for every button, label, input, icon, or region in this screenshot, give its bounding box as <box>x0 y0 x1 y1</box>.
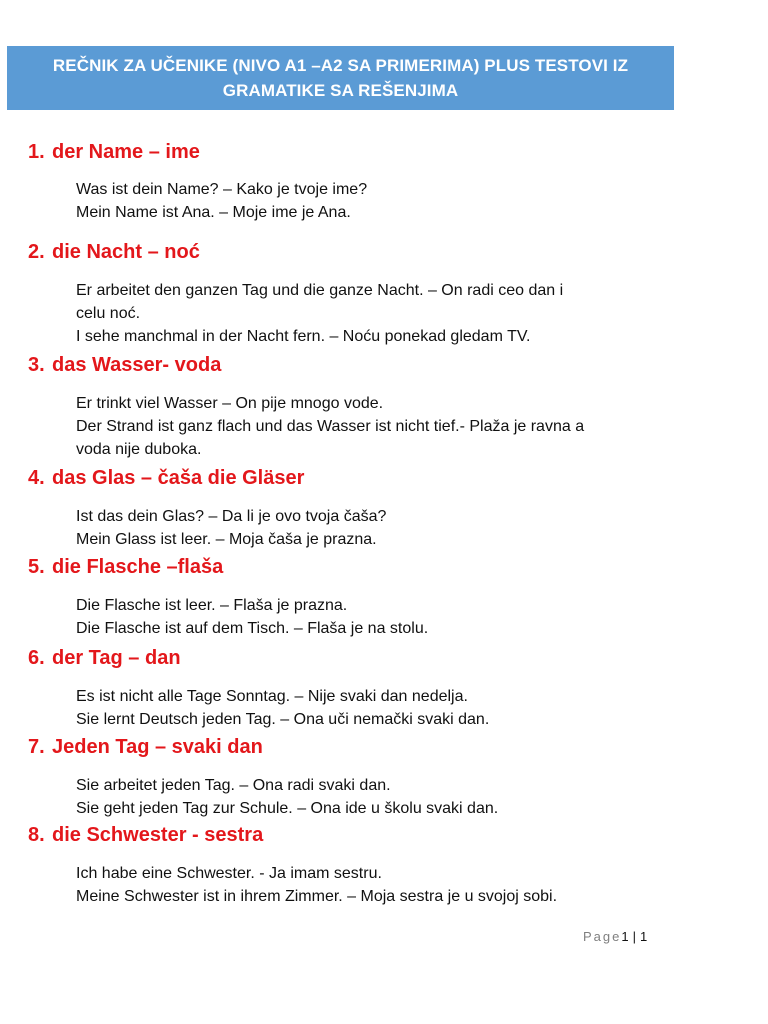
entry-examples <box>76 392 676 461</box>
entry-word: die Flasche –flaša <box>52 556 224 578</box>
entry-heading <box>28 353 221 377</box>
entry-examples <box>76 279 676 348</box>
page-footer <box>583 929 647 944</box>
example-sentence: Die Flasche ist leer. – Flaša je prazna. <box>76 597 348 614</box>
entry-word: die Nacht – noć <box>52 241 200 263</box>
entry-heading <box>28 240 200 264</box>
page-number: 1 <box>621 929 629 944</box>
example-sentence: I sehe manchmal in der Nacht fern. – Noću ponekad gledam TV. <box>76 328 531 345</box>
example-sentence: Es ist nicht alle Tage Sonntag. – Nije svaki dan nedelja. <box>76 688 468 705</box>
example-sentence: Sie arbeitet jeden Tag. – Ona radi svaki dan. <box>76 777 391 794</box>
entry-word: das Wasser- voda <box>52 354 222 376</box>
example-sentence: Der Strand ist ganz flach und das Wasser ist nicht tief.- Plaža je ravna a <box>76 418 585 435</box>
title-line-2: GRAMATIKE SA REŠENJIMA <box>222 81 459 100</box>
entry-word: das Glas – čaša die Gläser <box>52 467 305 489</box>
title-banner <box>7 46 674 110</box>
entry-examples <box>76 505 676 551</box>
entry-number: 1. <box>28 141 45 163</box>
entry-examples <box>76 862 676 908</box>
example-sentence: celu noć. <box>76 305 141 322</box>
entry-word: die Schwester - sestra <box>52 824 264 846</box>
example-sentence: Sie lernt Deutsch jeden Tag. – Ona uči nemački svaki dan. <box>76 711 490 728</box>
entry-number: 7. <box>28 736 45 758</box>
entry-number: 3. <box>28 354 45 376</box>
entry-word: der Name – ime <box>52 141 200 163</box>
entry-word: der Tag – dan <box>52 647 181 669</box>
entry-number: 5. <box>28 556 45 578</box>
entry-number: 2. <box>28 241 45 263</box>
page-label: Page <box>583 929 622 944</box>
entry-examples <box>76 685 676 731</box>
example-sentence: Er arbeitet den ganzen Tag und die ganze Nacht. – On radi ceo dan i <box>76 282 564 299</box>
example-sentence: Sie geht jeden Tag zur Schule. – Ona ide u školu svaki dan. <box>76 800 499 817</box>
example-sentence: Mein Name ist Ana. – Moje ime je Ana. <box>76 204 351 221</box>
entry-heading <box>28 735 263 759</box>
entry-number: 6. <box>28 647 45 669</box>
entry-examples <box>76 594 676 640</box>
page-separator: | <box>632 929 636 944</box>
example-sentence: Ist das dein Glas? – Da li je ovo tvoja čaša? <box>76 508 387 525</box>
example-sentence: Mein Glass ist leer. – Moja čaša je prazna. <box>76 531 377 548</box>
example-sentence: Was ist dein Name? – Kako je tvoje ime? <box>76 181 368 198</box>
example-sentence: Ich habe eine Schwester. - Ja imam sestru. <box>76 865 382 882</box>
page-total: 1 <box>640 929 648 944</box>
entry-heading <box>28 140 200 164</box>
entry-heading <box>28 646 181 670</box>
entry-examples <box>76 774 676 820</box>
entry-number: 4. <box>28 467 45 489</box>
example-sentence: voda nije duboka. <box>76 441 202 458</box>
example-sentence: Meine Schwester ist in ihrem Zimmer. – Moja sestra je u svojoj sobi. <box>76 888 558 905</box>
entry-heading <box>28 466 304 490</box>
example-sentence: Er trinkt viel Wasser – On pije mnogo vode. <box>76 395 384 412</box>
entry-heading <box>28 823 263 847</box>
entry-word: Jeden Tag – svaki dan <box>52 736 263 758</box>
entry-heading <box>28 555 223 579</box>
example-sentence: Die Flasche ist auf dem Tisch. – Flaša je na stolu. <box>76 620 429 637</box>
entry-number: 8. <box>28 824 45 846</box>
title-line-1: REČNIK ZA UČENIKE (NIVO A1 –A2 SA PRIMERIMA) PLUS TESTOVI IZ <box>52 56 629 75</box>
entry-examples <box>76 178 676 224</box>
